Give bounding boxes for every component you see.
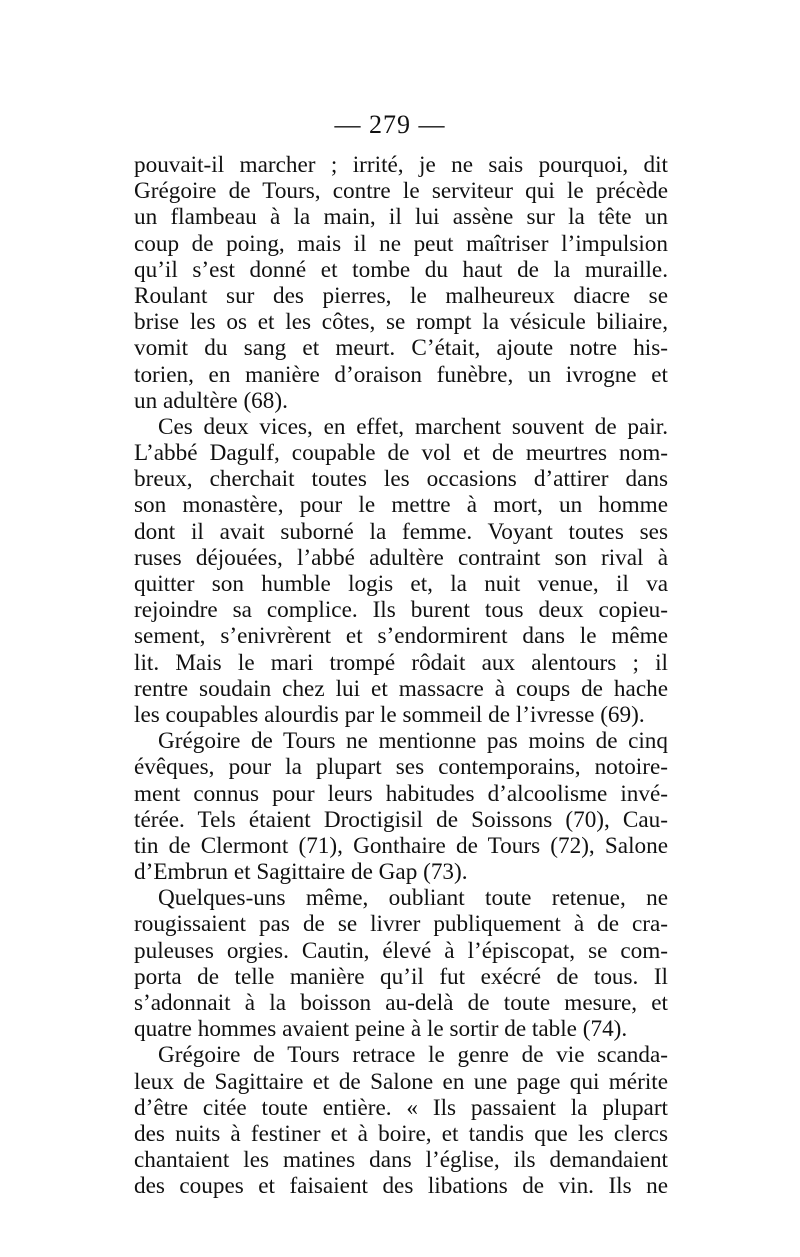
text-line: son monastère, pour le mettre à mort, un homme bbox=[134, 492, 668, 519]
text-line: les coupables alourdis par le sommeil de l’ivresse (69). bbox=[134, 701, 645, 728]
text-line: dont il avait suborné la femme. Voyant toutes ses bbox=[134, 518, 668, 545]
text-line: Grégoire de Tours ne mentionne pas moins de cinq bbox=[158, 728, 668, 755]
text-line: torien, en manière d’oraison funèbre, un ivrogne et bbox=[134, 361, 668, 388]
text-line: Roulant sur des pierres, le malheureux diacre se bbox=[134, 282, 668, 309]
text-line: puleuses orgies. Cautin, élevé à l’épiscopat, se com- bbox=[134, 937, 668, 964]
text-line: rentre soudain chez lui et massacre à coups de hache bbox=[134, 675, 668, 702]
text-line: Quelques-uns même, oubliant toute retenue, ne bbox=[158, 885, 668, 912]
text-line: leux de Sagittaire et de Salone en une page qui mérite bbox=[134, 1068, 668, 1095]
text-line: Grégoire de Tours, contre le serviteur qui le précède bbox=[134, 178, 668, 205]
text-line: des nuits à festiner et à boire, et tandis que les clercs bbox=[134, 1120, 668, 1147]
text-line: pouvait-il marcher ; irrité, je ne sais pourquoi, dit bbox=[134, 152, 668, 178]
text-line: ment connus pour leurs habitudes d’alcoolisme invé- bbox=[134, 780, 668, 807]
text-line: lit. Mais le mari trompé rôdait aux alentours ; il bbox=[134, 649, 668, 676]
text-line: breux, cherchait toutes les occasions d’attirer dans bbox=[134, 466, 668, 493]
text-line: qu’il s’est donné et tombe du haut de la muraille. bbox=[134, 256, 668, 283]
text-line: ruses déjouées, l’abbé adultère contraint son rival à bbox=[134, 544, 668, 571]
text-line: L’abbé Dagulf, coupable de vol et de meurtres nom- bbox=[134, 440, 668, 467]
text-line: brise les os et les côtes, se rompt la vésicule biliaire, bbox=[134, 309, 668, 336]
text-line: un flambeau à la main, il lui assène sur la tête un bbox=[134, 204, 668, 231]
text-line: tin de Clermont (71), Gonthaire de Tours (72), Salone bbox=[134, 832, 668, 859]
text-line: vomit du sang et meurt. C’était, ajoute notre his- bbox=[134, 335, 668, 362]
text-line: térée. Tels étaient Droctigisil de Soissons (70), Cau- bbox=[134, 806, 668, 833]
text-line: des coupes et faisaient des libations de vin. Ils ne bbox=[134, 1173, 668, 1200]
text-line: Grégoire de Tours retrace le genre de vie scanda- bbox=[158, 1042, 668, 1069]
text-line: évêques, pour la plupart ses contemporains, notoire- bbox=[134, 754, 668, 781]
text-line: sement, s’enivrèrent et s’endormirent dans le même bbox=[134, 623, 668, 650]
text-line: d’Embrun et Sagittaire de Gap (73). bbox=[134, 859, 468, 886]
text-line: un adultère (68). bbox=[134, 387, 288, 414]
text-line: chantaient les matines dans l’église, ils demandaient bbox=[134, 1147, 668, 1174]
body-text bbox=[134, 152, 668, 1200]
text-line: rougissaient pas de se livrer publiquement à de cra- bbox=[134, 911, 668, 938]
text-line: coup de poing, mais il ne peut maîtriser l’impulsion bbox=[134, 230, 668, 257]
text-line: rejoindre sa complice. Ils burent tous deux copieu- bbox=[134, 597, 668, 624]
text-line: quitter son humble logis et, la nuit venue, il va bbox=[134, 571, 668, 597]
text-line: porta de telle manière qu’il fut exécré de tous. Il bbox=[134, 963, 668, 990]
text-line: Ces deux vices, en effet, marchent souvent de pair. bbox=[158, 413, 668, 440]
page-number: — 279 — bbox=[334, 110, 446, 139]
text-line: s’adonnait à la boisson au-delà de toute mesure, et bbox=[134, 990, 668, 1016]
text-line: d’être citée toute entière. « Ils passaient la plupart bbox=[134, 1094, 668, 1121]
text-line: quatre hommes avaient peine à le sortir de table (74). bbox=[134, 1016, 628, 1043]
